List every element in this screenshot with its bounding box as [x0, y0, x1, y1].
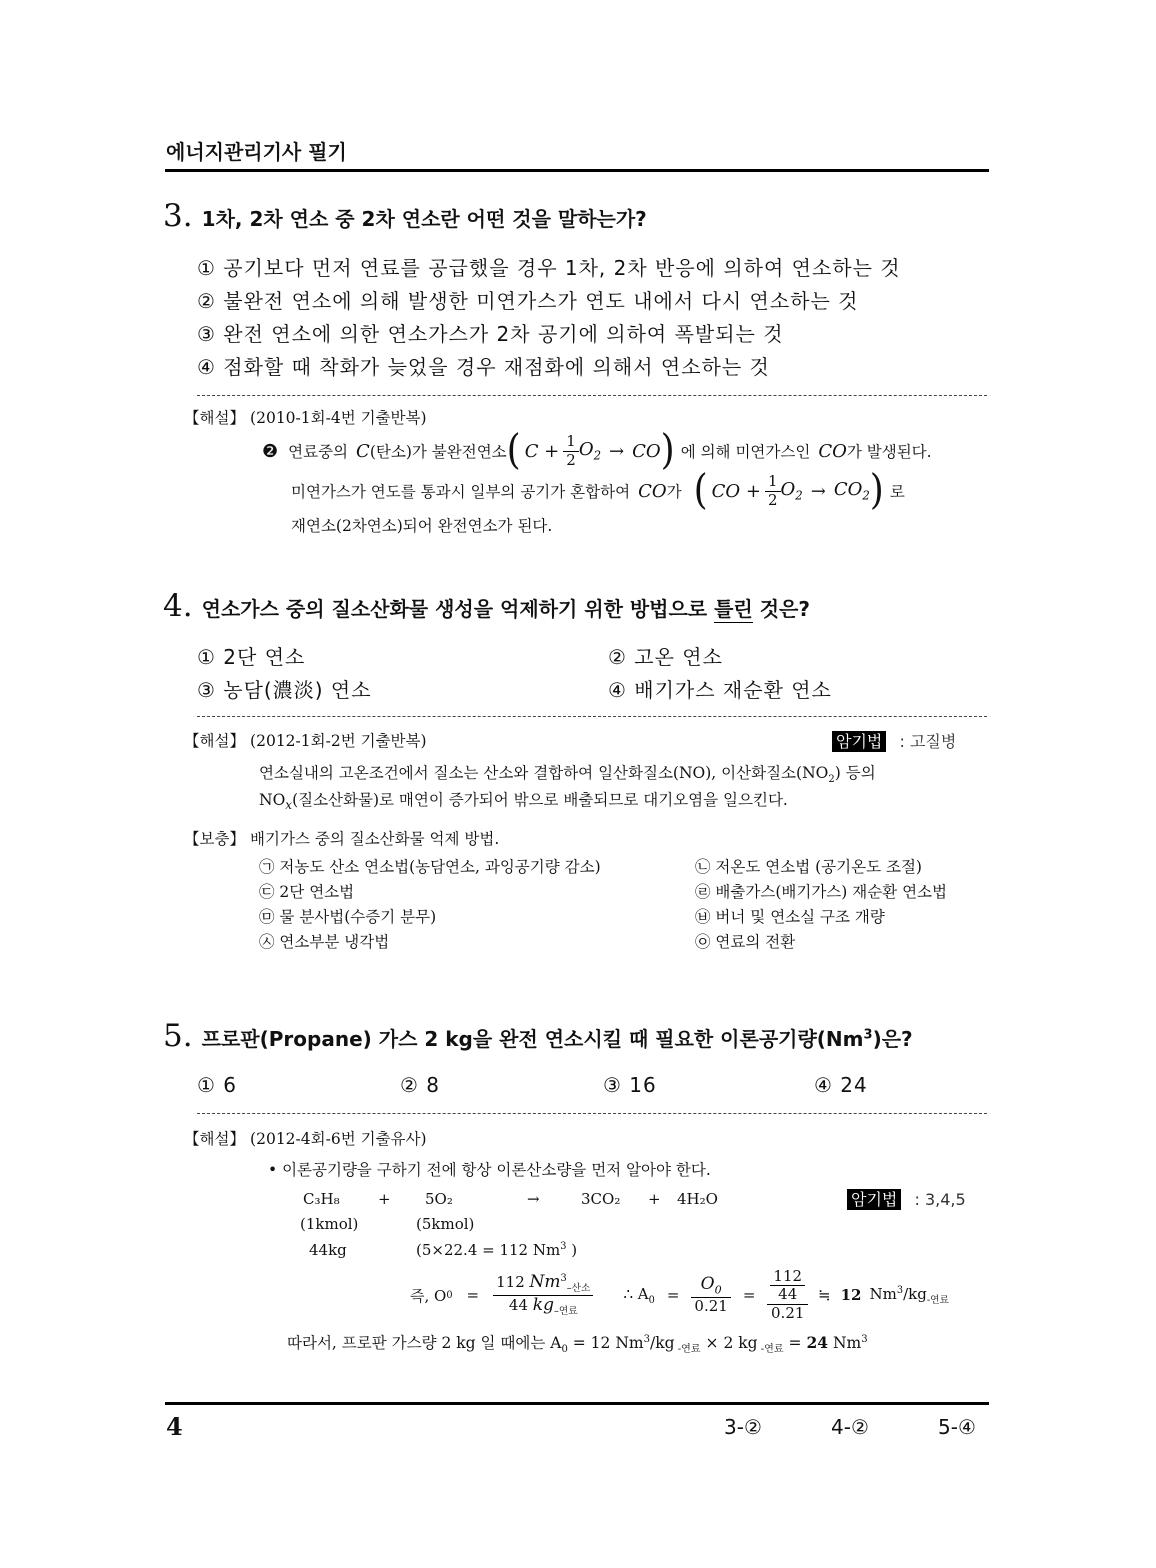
- mol-oxygen: (5kmol): [416, 1215, 475, 1233]
- fraction-air: $\frac{O_0}{0.21}$: [691, 1275, 730, 1315]
- question-3: [163, 198, 647, 234]
- question-text: 1차, 2차 연소 중 2차 연소란 어떤 것을 말하는가?: [201, 207, 647, 231]
- text: 가 발생된다.: [846, 443, 932, 461]
- explanation-line-2: [291, 466, 905, 516]
- plus: +: [648, 1190, 661, 1208]
- option-4: ④ 배기가스 재순환 연소: [608, 678, 832, 702]
- fraction-half: $\frac{1}{2}$: [765, 473, 781, 509]
- reactant-propane: C₃H₈: [303, 1190, 340, 1208]
- method-item: ㉡ 저온도 연소법 (공기온도 조절): [695, 858, 922, 876]
- explanation-line-1: 연소실내의 고온조건에서 질소는 산소와 결합하여 일산화질소(NO), 이산화질소$(NO_2)$ 등의: [259, 764, 876, 786]
- text: 가: [666, 483, 682, 501]
- question-5: [163, 1018, 913, 1054]
- mnemonic-text: : 3,4,5: [914, 1190, 966, 1209]
- paren-right: ): [660, 426, 675, 474]
- text: 로: [889, 483, 905, 501]
- explanation-line-3: 재연소(2차연소)되어 완전연소가 된다.: [291, 517, 553, 535]
- fraction-oxygen: $\frac{112 Nm^3_{-산소}}{44 kg_{-연료}}$: [493, 1273, 593, 1316]
- arrow: →: [609, 440, 625, 462]
- bochung-label: 【보충】: [184, 830, 245, 848]
- option-3: ③ 농담(濃淡) 연소: [197, 678, 372, 702]
- answer-key-5: 5-④: [938, 1415, 976, 1439]
- haeseol-label: 【해설】: [184, 1130, 245, 1148]
- mnemonic-badge: 암기법: [847, 1189, 901, 1210]
- explanation-line-2: $NO_x$(질소산화물)로 매연이 증가되어 밖으로 배출되므로 대기오염을 일으킨다.: [259, 791, 788, 813]
- volume-oxygen: (5×22.4 = 112 Nm$^3$ ): [416, 1241, 578, 1259]
- arrow: →: [810, 480, 826, 502]
- supplement-header: [184, 827, 499, 849]
- equation-term: C +: [524, 440, 560, 462]
- option-1: ① 2단 연소: [197, 645, 306, 669]
- paren-right: ): [869, 466, 884, 514]
- mnemonic-badge: 암기법: [832, 731, 886, 752]
- option-4: ④ 점화할 때 착화가 늦었을 경우 재점화에 의해서 연소하는 것: [197, 355, 770, 379]
- fraction-air-value: $\frac{\frac{112}{44}}{0.21}$: [767, 1268, 808, 1322]
- fraction-half: $\frac{1}{2}$: [563, 433, 579, 469]
- explanation-header: [184, 406, 427, 428]
- divider: [197, 395, 987, 396]
- method-item: ㉧ 연료의 전환: [695, 933, 796, 951]
- haeseol-source: (2012-4회-6번 기출유사): [250, 1130, 427, 1148]
- method-item: ㉣ 배출가스(배기가스) 재순환 연소법: [695, 883, 947, 901]
- haeseol-source: (2010-1회-4번 기출반복): [250, 409, 427, 427]
- page-number: 4: [166, 1412, 183, 1441]
- text: 에 의해 미연가스인: [680, 443, 811, 461]
- oxygen: $O_2$: [780, 479, 803, 503]
- equation-term: CO +: [711, 480, 761, 502]
- final-answer-line: 따라서, 프로판 가스량 2 kg 일 때에는 $A_0 = 12$ Nm$^3$/kg $_{-연료}$ × 2 kg $_{-연료}$ = 24 Nm$^3$: [287, 1333, 868, 1356]
- explanation-header: [184, 1127, 427, 1149]
- haeseol-label: 【해설】: [184, 732, 245, 750]
- bullet-note: • 이론공기량을 구하기 전에 항상 이론산소량을 먼저 알아야 한다.: [268, 1161, 711, 1179]
- oxygen-calculation: 즉, O 0 = $\frac{112 Nm^3_{-산소}}{44 kg_{-연료}}$ ∴ $A_0$ = $\frac{O_0}{0.21}$ = $\frac{\frac{112}{44}}{0.21}$ ≒ 12 $Nm^3/kg_{-연료}$: [410, 1267, 949, 1322]
- method-item: ㉢ 2단 연소법: [259, 883, 355, 901]
- method-item: ㉤ 물 분사법(수증기 분무): [259, 908, 437, 926]
- method-item: ㉥ 버너 및 연소실 구조 개량: [695, 908, 885, 926]
- bochung-title: 배기가스 중의 질소산화물 억제 방법.: [250, 830, 500, 848]
- question-number: 5.: [163, 1018, 193, 1054]
- mnemonic: [847, 1187, 966, 1210]
- option-3: ③ 완전 연소에 의한 연소가스가 2차 공기에 의하여 폭발되는 것: [197, 322, 784, 346]
- mass-propane: 44kg: [309, 1241, 347, 1259]
- option-4: ④ 24: [814, 1073, 868, 1097]
- question-number: 4.: [163, 588, 193, 624]
- carbon-monoxide: CO: [638, 480, 667, 502]
- mnemonic: [832, 729, 956, 752]
- paren-left: (: [693, 466, 708, 514]
- method-item: ㉦ 연소부분 냉각법: [259, 933, 390, 951]
- arrow: →: [527, 1190, 540, 1208]
- haeseol-source: (2012-1회-2번 기출반복): [250, 732, 427, 750]
- option-2: ② 고온 연소: [608, 645, 723, 669]
- option-2: ② 8: [400, 1073, 441, 1097]
- reactant-oxygen: 5O₂: [425, 1190, 453, 1208]
- option-3: ③ 16: [603, 1073, 657, 1097]
- carbon-dioxide: $CO_2$: [833, 479, 870, 503]
- plus: +: [378, 1190, 391, 1208]
- carbon-monoxide: CO: [632, 440, 661, 462]
- footer-rule: [165, 1402, 989, 1405]
- product-water: 4H₂O: [677, 1190, 718, 1208]
- mnemonic-text: : 고질병: [899, 732, 957, 751]
- option-1: ① 공기보다 먼저 연료를 공급했을 경우 1차, 2차 반응에 의하여 연소하는 것: [197, 256, 901, 280]
- carbon-monoxide: CO: [818, 440, 847, 462]
- text: 연료중의: [288, 443, 349, 461]
- underlined-word: 틀린: [714, 597, 753, 621]
- carbon-symbol: C: [356, 440, 370, 462]
- product-co2: 3CO₂: [581, 1190, 621, 1208]
- answer-key-4: 4-②: [831, 1415, 869, 1439]
- explanation-header: [184, 729, 427, 751]
- option-2: ② 불완전 연소에 의해 발생한 미연가스가 연도 내에서 다시 연소하는 것: [197, 289, 859, 313]
- question-text: 프로판(Propane) 가스 2 kg을 완전 연소시킬 때 필요한 이론공기량(Nm$^3$)은?: [201, 1027, 913, 1051]
- method-item: ㉠ 저농도 산소 연소법(농담연소, 과잉공기량 감소): [259, 858, 601, 876]
- question-number: 3.: [163, 198, 193, 234]
- haeseol-label: 【해설】: [184, 409, 245, 427]
- question-4: [163, 588, 810, 624]
- text: (탄소)가 불완전연소: [369, 443, 507, 461]
- mol-propane: (1kmol): [300, 1215, 359, 1233]
- text: 미연가스가 연도를 통과시 일부의 공기가 혼합하여: [291, 483, 631, 501]
- option-1: ① 6: [197, 1073, 238, 1097]
- header-title: 에너지관리기사 필기: [166, 140, 347, 164]
- divider: [197, 1113, 987, 1114]
- paren-left: (: [506, 426, 521, 474]
- header-rule: [165, 169, 989, 172]
- answer-mark: ❷: [262, 440, 279, 462]
- answer-key-3: 3-②: [724, 1415, 762, 1439]
- question-text: 연소가스 중의 질소산화물 생성을 억제하기 위한 방법으로 틀린 것은?: [201, 597, 810, 621]
- divider: [197, 716, 987, 717]
- oxygen: $O_2$: [578, 439, 602, 463]
